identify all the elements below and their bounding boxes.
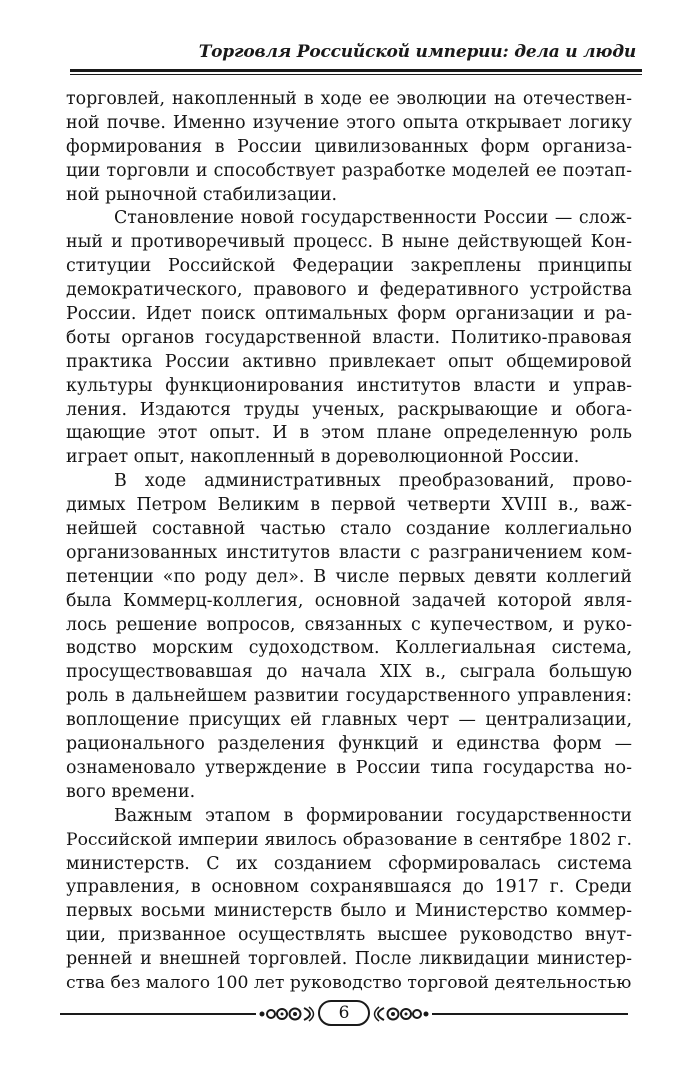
text-line: вого времени. <box>66 781 196 802</box>
text-line: ции торговли и способствует разработке моделей ее поэтап- <box>66 160 632 181</box>
footer-rule-left <box>60 1013 256 1015</box>
body-text <box>66 88 632 996</box>
text-line: ства без малого 100 лет руководство торговой деятельностью <box>66 972 632 993</box>
running-header-title: Торговля Российской империи: дела и люди <box>198 42 636 62</box>
text-line: ции, призванное осуществлять высшее руководство внут- <box>66 925 632 946</box>
text-line: рационального разделения функций и единства форм — <box>66 734 632 755</box>
footer-rule-right <box>432 1013 628 1015</box>
text-line: практика России активно привлекает опыт общемировой <box>66 351 632 372</box>
text-line: ституции Российской Федерации закреплены принципы <box>66 256 632 277</box>
text-line: организованных институтов власти с разграничением ком- <box>66 542 632 563</box>
text-line: демократического, правового и федеративного устройства <box>66 280 632 301</box>
page-number: 6 <box>318 1000 370 1026</box>
text-line: России. Идет поиск оптимальных форм организации и ра- <box>66 304 632 325</box>
text-line: была Коммерц-коллегия, основной задачей которой явля- <box>66 590 632 611</box>
text-line: министерств. С их созданием сформировалась система <box>66 853 632 874</box>
text-line: первых восьми министерств было и Министерство коммер- <box>66 901 632 922</box>
text-line: ознаменовало утверждение в России типа государства но- <box>66 757 632 778</box>
page-footer <box>60 998 628 1028</box>
text-line: играет опыт, накопленный в дореволюционной России. <box>66 447 580 468</box>
text-line: роль в дальнейшем развитии государственного управления: <box>66 686 632 707</box>
text-line: торговлей, накопленный в ходе ее эволюции на отечествен- <box>66 89 632 109</box>
text-line: Становление новой государственности России — слож- <box>114 208 632 229</box>
text-line: димых Петром Великим в первой четверти XVIII в., важ- <box>66 495 632 516</box>
header-rule-thin <box>70 74 642 75</box>
text-line: ной почве. Именно изучение этого опыта открывает логику <box>66 112 632 133</box>
text-line: водство морским судоходством. Коллегиальная система, <box>66 638 632 659</box>
text-line: просуществовавшая до начала XIX в., сыграла большую <box>66 662 632 683</box>
ornament-right-icon <box>370 1006 432 1022</box>
text-line: нейшей составной частью стало создание коллегиально <box>66 519 632 540</box>
header-rule-thick <box>70 69 642 72</box>
text-line: лось решение вопросов, связанных с купечеством, и руко- <box>66 614 632 635</box>
text-line: культуры функционирования институтов власти и управ- <box>66 375 632 396</box>
text-line: боты органов государственной власти. Политико-правовая <box>66 327 632 348</box>
text-line: ления. Издаются труды ученых, раскрывающие и обога- <box>66 399 632 420</box>
text-line: петенции «по роду дел». В числе первых девяти коллегий <box>66 566 632 587</box>
text-line: формирования в России цивилизованных форм организа- <box>66 136 632 157</box>
text-line: В ходе административных преобразований, прово- <box>114 471 632 492</box>
text-line: щающие этот опыт. И в этом плане определенную роль <box>66 423 632 444</box>
text-line: ной рыночной стабилизации. <box>66 184 338 205</box>
text-line: Важным этапом в формировании государственности <box>114 805 632 826</box>
ornament-left-icon <box>256 1006 318 1022</box>
text-line: воплощение присущих ей главных черт — централизации, <box>66 710 632 731</box>
text-line: ренней и внешней торговлей. После ликвидации министер- <box>66 949 632 970</box>
text-line: ный и противоречивый процесс. В ныне действующей Кон- <box>66 232 632 253</box>
text-line: Российской империи явилось образование в сентябре 1802 г. <box>66 829 632 850</box>
text-line: управления, в основном сохранявшаяся до 1917 г. Среди <box>66 877 632 898</box>
